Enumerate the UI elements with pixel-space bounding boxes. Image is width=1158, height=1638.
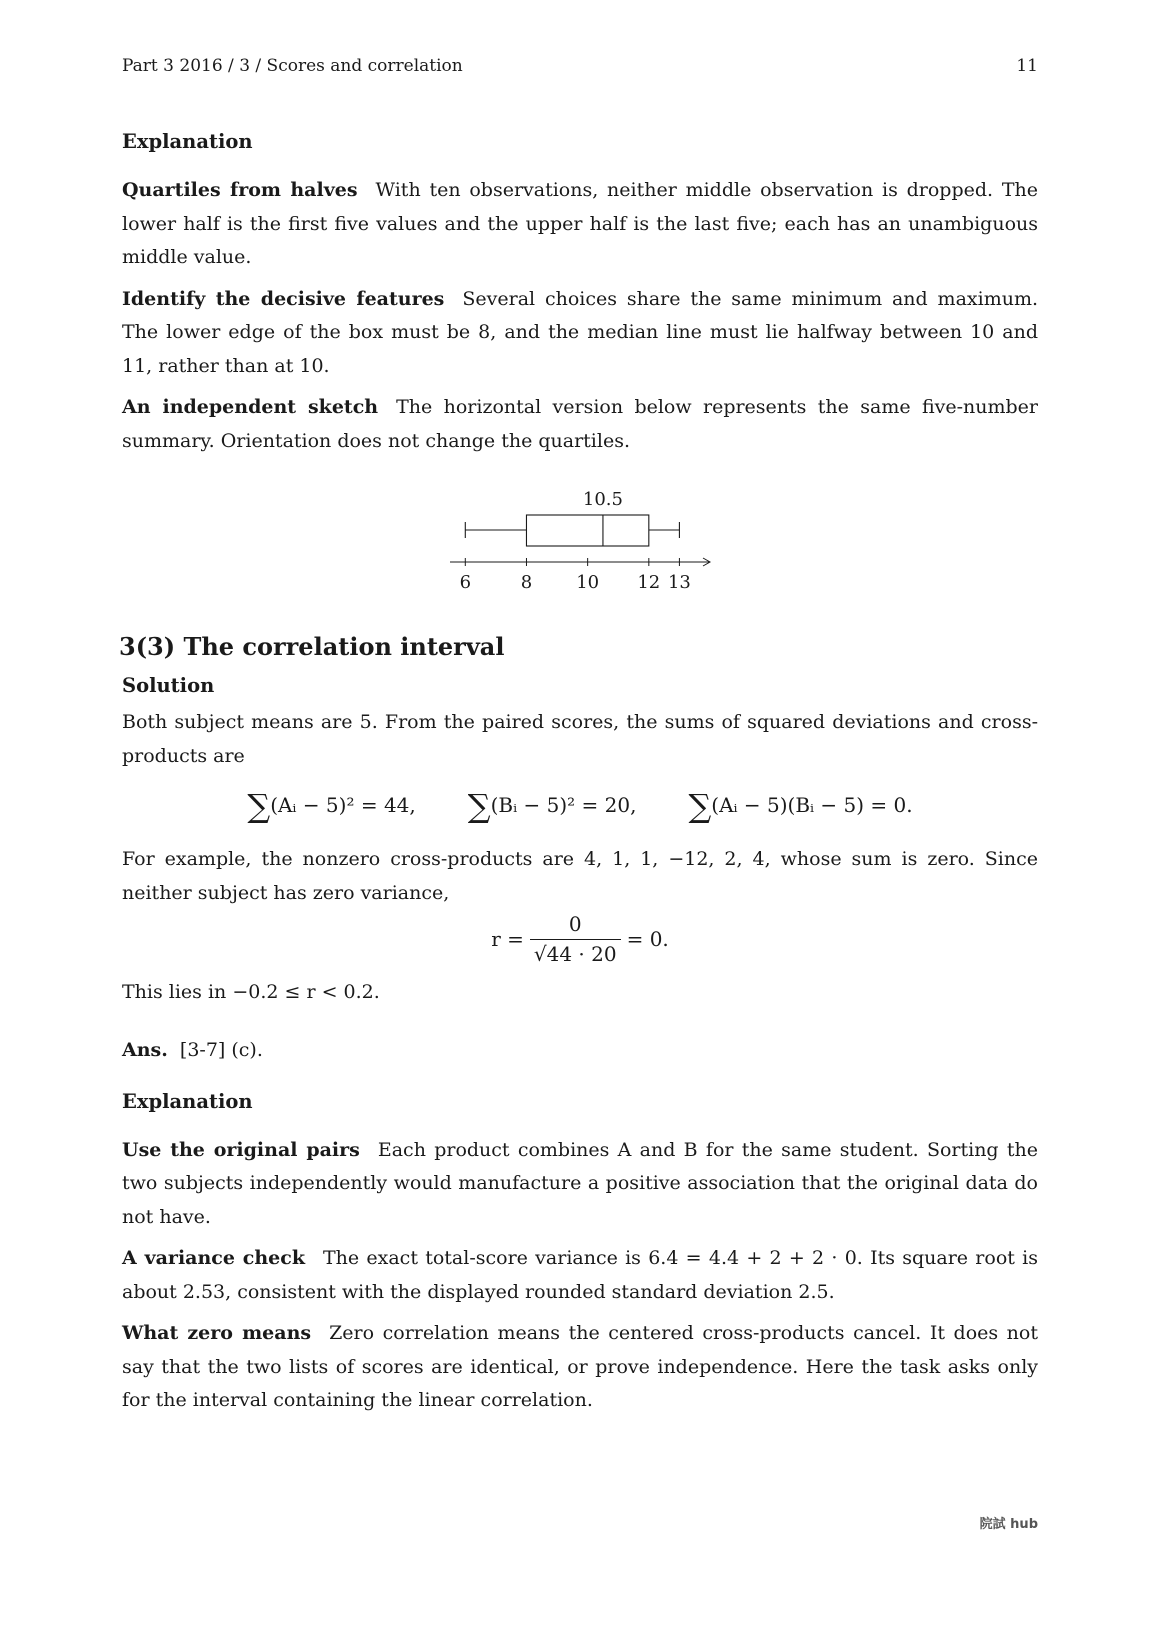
r-rhs: = 0. [626,927,669,951]
paragraph-quartiles [122,174,1038,275]
boxplot-figure [122,476,1038,594]
sums-equation [122,787,1038,825]
section-title: 3(3) The correlation interval [119,632,505,661]
answer-value: [3-7] (c). [179,1038,263,1061]
paragraph-lead: An independent sketch [122,396,379,418]
sigma-symbol: ∑ [247,787,271,825]
paragraph-text: The exact total-score variance is 6.4 = 4.4 + 2 + 2 · 0. Its square root is about 2.53, consistent with the displayed rounded standard deviation 2.5. [122,1247,1038,1303]
paragraph-lead: A variance check [122,1247,305,1269]
tick-label: 13 [667,572,691,593]
cross-products-example: For example, the nonzero cross-products are 4, 1, 1, −12, 2, 4, whose sum is zero. Since neither subject has zero variance, [122,848,1038,904]
running-head-title: Part 3 2016 / 3 / Scores and correlation [122,56,463,76]
solution-heading: Solution [122,674,215,697]
median-label: 10.5 [582,489,623,510]
sum-a-squared [247,787,415,825]
iqr-box [526,515,648,546]
paragraph-text: With ten observations, neither middle observation is dropped. The lower half is the first five values and the upper half is the last five; each has an unambiguous middle value. [122,179,1038,268]
sum-b-squared [468,787,637,825]
paragraph-original-pairs [122,1134,1038,1235]
paragraph-lead: Quartiles from halves [122,179,358,201]
correlation-equation [122,912,1038,966]
page-content [119,128,1039,1426]
paragraph-lead: Identify the decisive features [122,287,445,310]
interval-conclusion: This lies in −0.2 ≤ r < 0.2. [122,981,380,1003]
tick-label: 10 [576,572,600,593]
paragraph-lead: What zero means [122,1322,312,1344]
tick-label: 6 [459,572,472,593]
tick-label: 12 [637,572,661,593]
solution-intro: Both subject means are 5. From the paired scores, the sums of squared deviations and cross-products are [122,711,1038,767]
r-lhs: r = [491,927,524,951]
paragraph-independent-sketch [122,391,1038,458]
site-logo: 院試 hub [979,1517,1038,1532]
paragraph-text: Zero correlation means the centered cross-products cancel. It does not say that the two lists of scores are identical, or prove independence. Here the task asks only for the interval containing the linear correlation. [122,1322,1038,1411]
paragraph-text: The horizontal version below represents the same five-number summary. Orientation does not change the quartiles. [122,396,1038,452]
boxplot-svg [430,476,730,594]
paragraph-text: Each product combines A and B for the same student. Sorting the two subjects independently would manufacture a positive association that the original data do not have. [122,1138,1038,1228]
paragraph-text: Several choices share the same minimum and maximum. The lower edge of the box must be 8, and the median line must lie halfway between 10 and 11, rather than at 10. [122,287,1039,377]
tick-label: 8 [520,572,533,593]
page-number: 11 [1016,56,1038,76]
explanation-heading: Explanation [122,1089,253,1113]
paragraph-zero-means [122,1317,1038,1418]
sigma-symbol: ∑ [688,787,712,825]
answer-line [122,1036,1038,1064]
paragraph-decisive-features [122,283,1038,384]
r-fraction [530,912,621,966]
r-denominator: √44 · 20 [530,939,621,966]
r-numerator: 0 [568,912,582,936]
sum-cross-products [688,787,912,825]
paragraph-variance-check [122,1242,1038,1309]
paragraph-lead: Use the original pairs [122,1138,360,1161]
sigma-symbol: ∑ [467,787,491,825]
explanation-heading: Explanation [122,130,253,153]
equation-text: (Bᵢ − 5)² = 20, [490,793,637,817]
equation-text: (Aᵢ − 5)² = 44, [270,793,416,817]
equation-text: (Aᵢ − 5)(Bᵢ − 5) = 0. [711,793,913,817]
answer-label: Ans. [122,1038,168,1061]
